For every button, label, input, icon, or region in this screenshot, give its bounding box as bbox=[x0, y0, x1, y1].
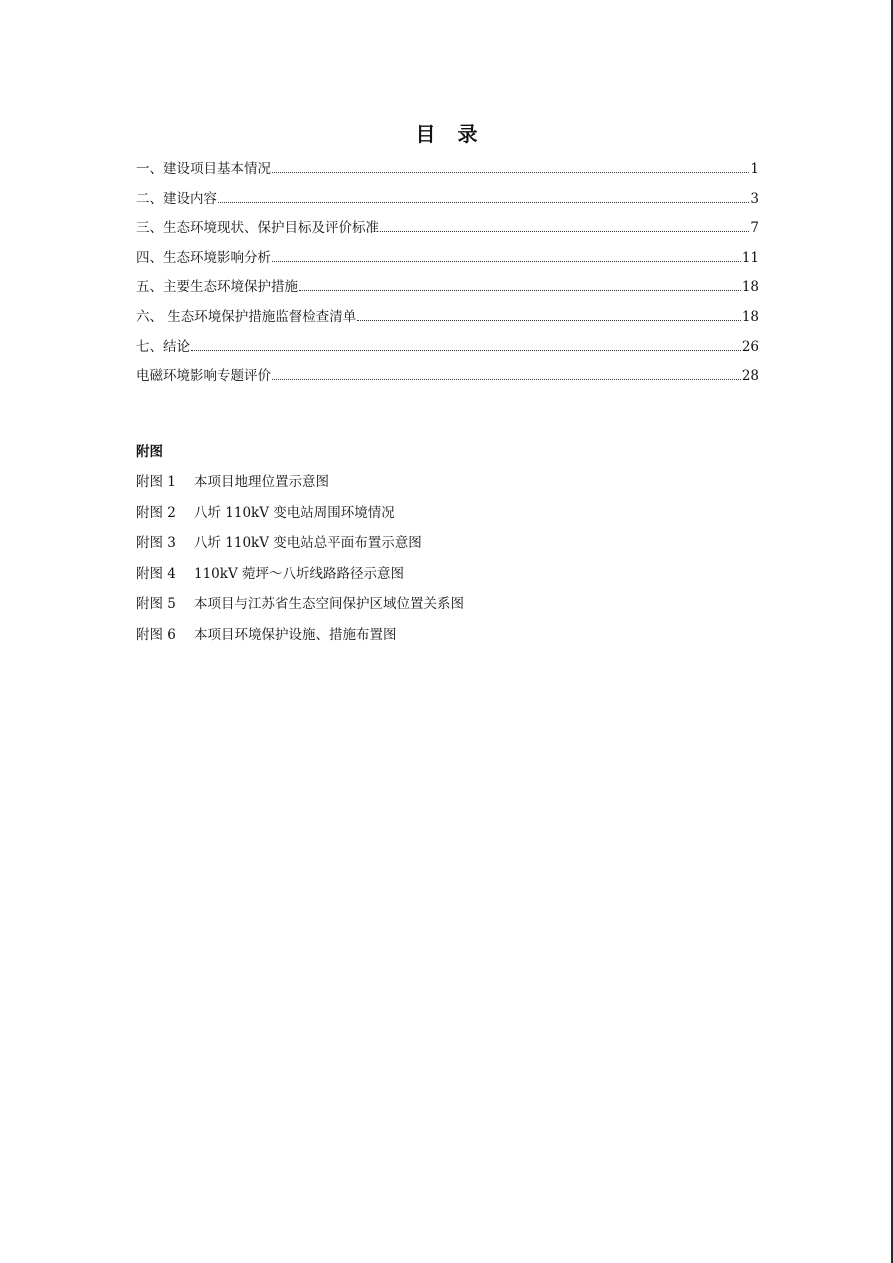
figure-title: 本项目与江苏省生态空间保护区域位置关系图 bbox=[194, 596, 464, 613]
toc-entry[interactable] bbox=[136, 246, 759, 276]
toc-entry[interactable] bbox=[136, 157, 759, 187]
toc-entry-page: 26 bbox=[741, 338, 759, 355]
table-of-contents bbox=[136, 157, 759, 394]
toc-entry-page: 18 bbox=[741, 308, 759, 325]
page-title: 目录 bbox=[415, 122, 500, 146]
toc-entry-page: 7 bbox=[750, 220, 759, 237]
toc-entry-label: 二、建设内容 bbox=[136, 190, 217, 207]
toc-leader-dots bbox=[272, 379, 741, 380]
figure-entry bbox=[136, 501, 464, 532]
toc-leader-dots bbox=[218, 202, 749, 203]
toc-entry[interactable] bbox=[136, 187, 759, 217]
figure-entry bbox=[136, 531, 464, 562]
toc-entry-page: 18 bbox=[741, 279, 759, 296]
figure-entry bbox=[136, 623, 464, 654]
toc-entry[interactable] bbox=[136, 305, 759, 335]
toc-entry-label: 三、生态环境现状、保护目标及评价标准 bbox=[136, 220, 379, 237]
toc-leader-dots bbox=[380, 231, 749, 232]
toc-leader-dots bbox=[272, 261, 741, 262]
figure-number: 附图 4 bbox=[136, 565, 176, 582]
figure-title: 110kV 菀坪～八圻线路路径示意图 bbox=[194, 565, 404, 582]
toc-entry[interactable] bbox=[136, 275, 759, 305]
toc-leader-dots bbox=[299, 290, 741, 291]
figure-title: 本项目地理位置示意图 bbox=[194, 474, 329, 490]
figure-title: 八圻 110kV 变电站总平面布置示意图 bbox=[194, 535, 422, 552]
figure-entry bbox=[136, 592, 464, 623]
toc-entry[interactable] bbox=[136, 364, 759, 394]
toc-entry-label: 四、生态环境影响分析 bbox=[136, 249, 271, 266]
toc-entry-page: 28 bbox=[741, 368, 759, 385]
figures-heading: 附图 bbox=[136, 444, 163, 460]
figure-entry bbox=[136, 562, 464, 593]
figure-number: 附图 5 bbox=[136, 596, 176, 613]
figures-list bbox=[136, 470, 464, 654]
toc-entry-label: 五、主要生态环境保护措施 bbox=[136, 279, 298, 296]
toc-leader-dots bbox=[357, 320, 741, 321]
toc-entry-label: 七、结论 bbox=[136, 338, 190, 355]
toc-entry-page: 1 bbox=[750, 161, 759, 177]
toc-entry-page: 11 bbox=[741, 249, 759, 266]
toc-entry-page: 3 bbox=[750, 190, 759, 207]
figure-title: 八圻 110kV 变电站周围环境情况 bbox=[194, 504, 395, 521]
toc-entry-label: 六、 生态环境保护措施监督检查清单 bbox=[136, 308, 357, 325]
toc-entry[interactable] bbox=[136, 216, 759, 246]
figure-number: 附图 2 bbox=[136, 504, 176, 521]
toc-leader-dots bbox=[272, 172, 749, 173]
figure-entry bbox=[136, 470, 464, 501]
figure-number: 附图 1 bbox=[136, 474, 176, 490]
figure-number: 附图 6 bbox=[136, 626, 176, 643]
toc-entry-label: 电磁环境影响专题评价 bbox=[136, 368, 271, 385]
toc-leader-dots bbox=[191, 350, 741, 351]
toc-entry[interactable] bbox=[136, 335, 759, 365]
toc-entry-label: 一、建设项目基本情况 bbox=[136, 161, 271, 177]
figure-title: 本项目环境保护设施、措施布置图 bbox=[194, 626, 397, 643]
figure-number: 附图 3 bbox=[136, 535, 176, 552]
